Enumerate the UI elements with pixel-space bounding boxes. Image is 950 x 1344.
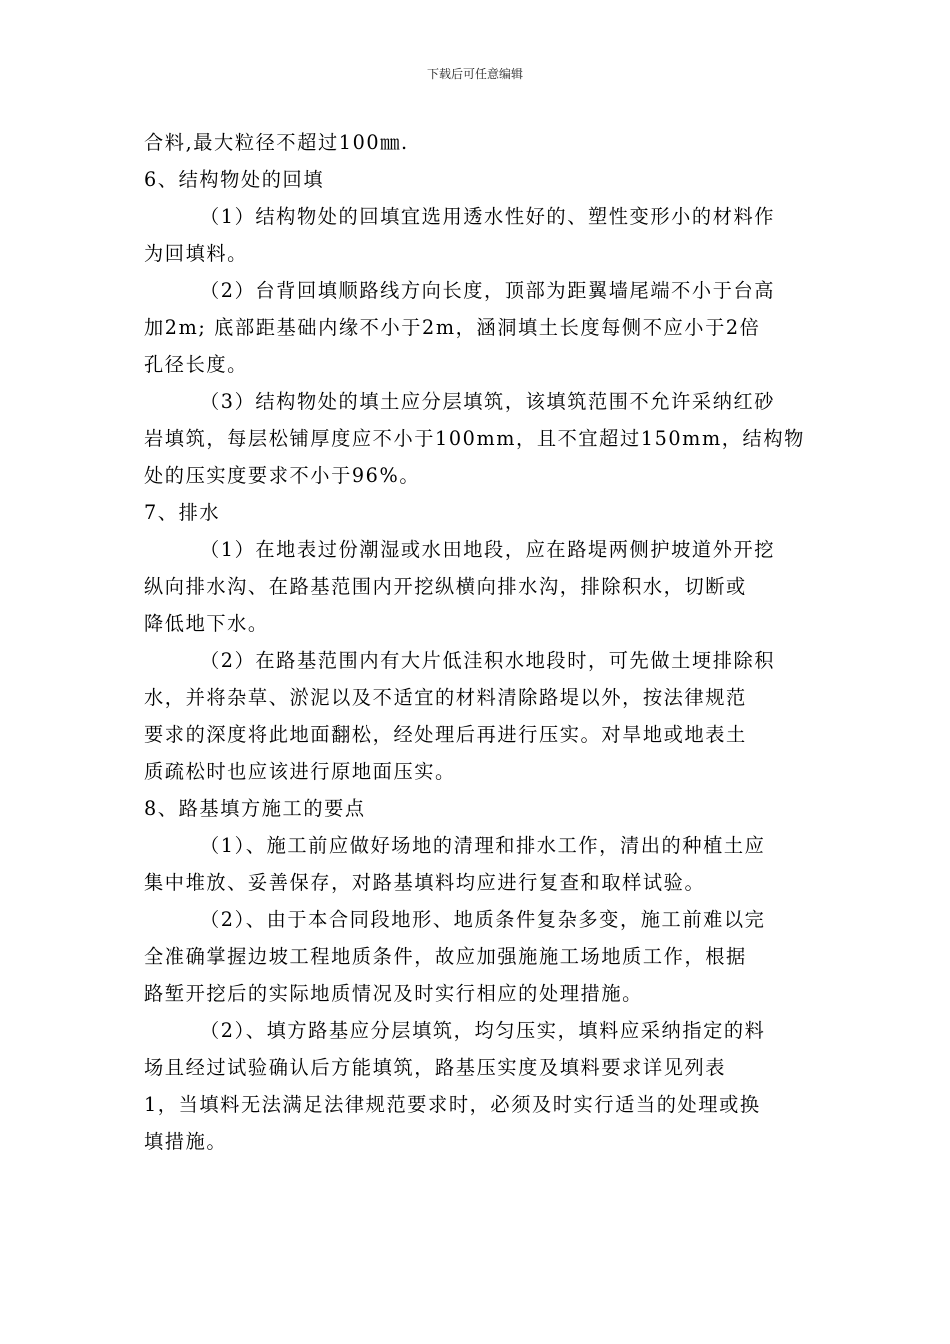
text-line: 8、路基填方施工的要点 (144, 797, 366, 820)
text-line: （1）在地表过份潮湿或水田地段，应在路堤两侧护坡道外开挖 (200, 538, 776, 561)
text-line: （2）在路基范围内有大片低洼积水地段时，可先做土埂排除积 (200, 649, 776, 672)
text-line: 处的压实度要求不小于96%。 (144, 464, 421, 487)
text-line: （3）结构物处的填土应分层填筑，该填筑范围不允许采纳红砂 (200, 390, 776, 413)
text-line: 全准确掌握边坡工程地质条件，故应加强施施工场地质工作，根据 (144, 945, 747, 968)
text-line: 集中堆放、妥善保存，对路基填料均应进行复查和取样试验。 (144, 871, 706, 894)
text-line: 场且经过试验确认后方能填筑，路基压实度及填料要求详见列表 (144, 1056, 727, 1079)
text-line: 合料,最大粒径不超过100㎜. (144, 131, 409, 154)
text-line: 水，并将杂草、淤泥以及不适宜的材料清除路堤以外，按法律规范 (144, 686, 747, 709)
text-line: （1）结构物处的回填宜选用透水性好的、塑性变形小的材料作 (200, 205, 776, 228)
text-line: 填措施。 (144, 1130, 228, 1153)
text-line: 要求的深度将此地面翻松，经处理后再进行压实。对旱地或地表土 (144, 723, 747, 746)
text-line: （1）、施工前应做好场地的清理和排水工作，清出的种植土应 (200, 834, 766, 857)
text-line: 路堑开挖后的实际地质情况及时实行相应的处理措施。 (144, 982, 643, 1005)
page-header: 下载后可任意编辑 (426, 67, 523, 81)
text-line: （2）、填方路基应分层填筑，均匀压实，填料应采纳指定的料 (200, 1019, 766, 1042)
text-line: 7、排水 (144, 501, 221, 524)
text-line: 加2m; 底部距基础内缘不小于2m，涵洞填土长度每侧不应小于2倍 (144, 316, 761, 339)
text-line: 孔径长度。 (144, 353, 248, 376)
text-line: （2）台背回填顺路线方向长度，顶部为距翼墙尾端不小于台高 (200, 279, 776, 302)
text-line: 为回填料。 (144, 242, 248, 265)
text-line: 纵向排水沟、在路基范围内开挖纵横向排水沟，排除积水，切断或 (144, 575, 747, 598)
text-line: 降低地下水。 (144, 612, 269, 635)
text-line: 1，当填料无法满足法律规范要求时，必须及时实行适当的处理或换 (144, 1093, 761, 1116)
text-line: （2）、由于本合同段地形、地质条件复杂多变，施工前难以完 (200, 908, 766, 931)
text-line: 岩填筑，每层松铺厚度应不小于100mm，且不宜超过150mm，结构物 (144, 427, 805, 450)
text-line: 质疏松时也应该进行原地面压实。 (144, 760, 456, 783)
document-body (144, 124, 810, 1160)
text-line: 6、结构物处的回填 (144, 168, 325, 191)
